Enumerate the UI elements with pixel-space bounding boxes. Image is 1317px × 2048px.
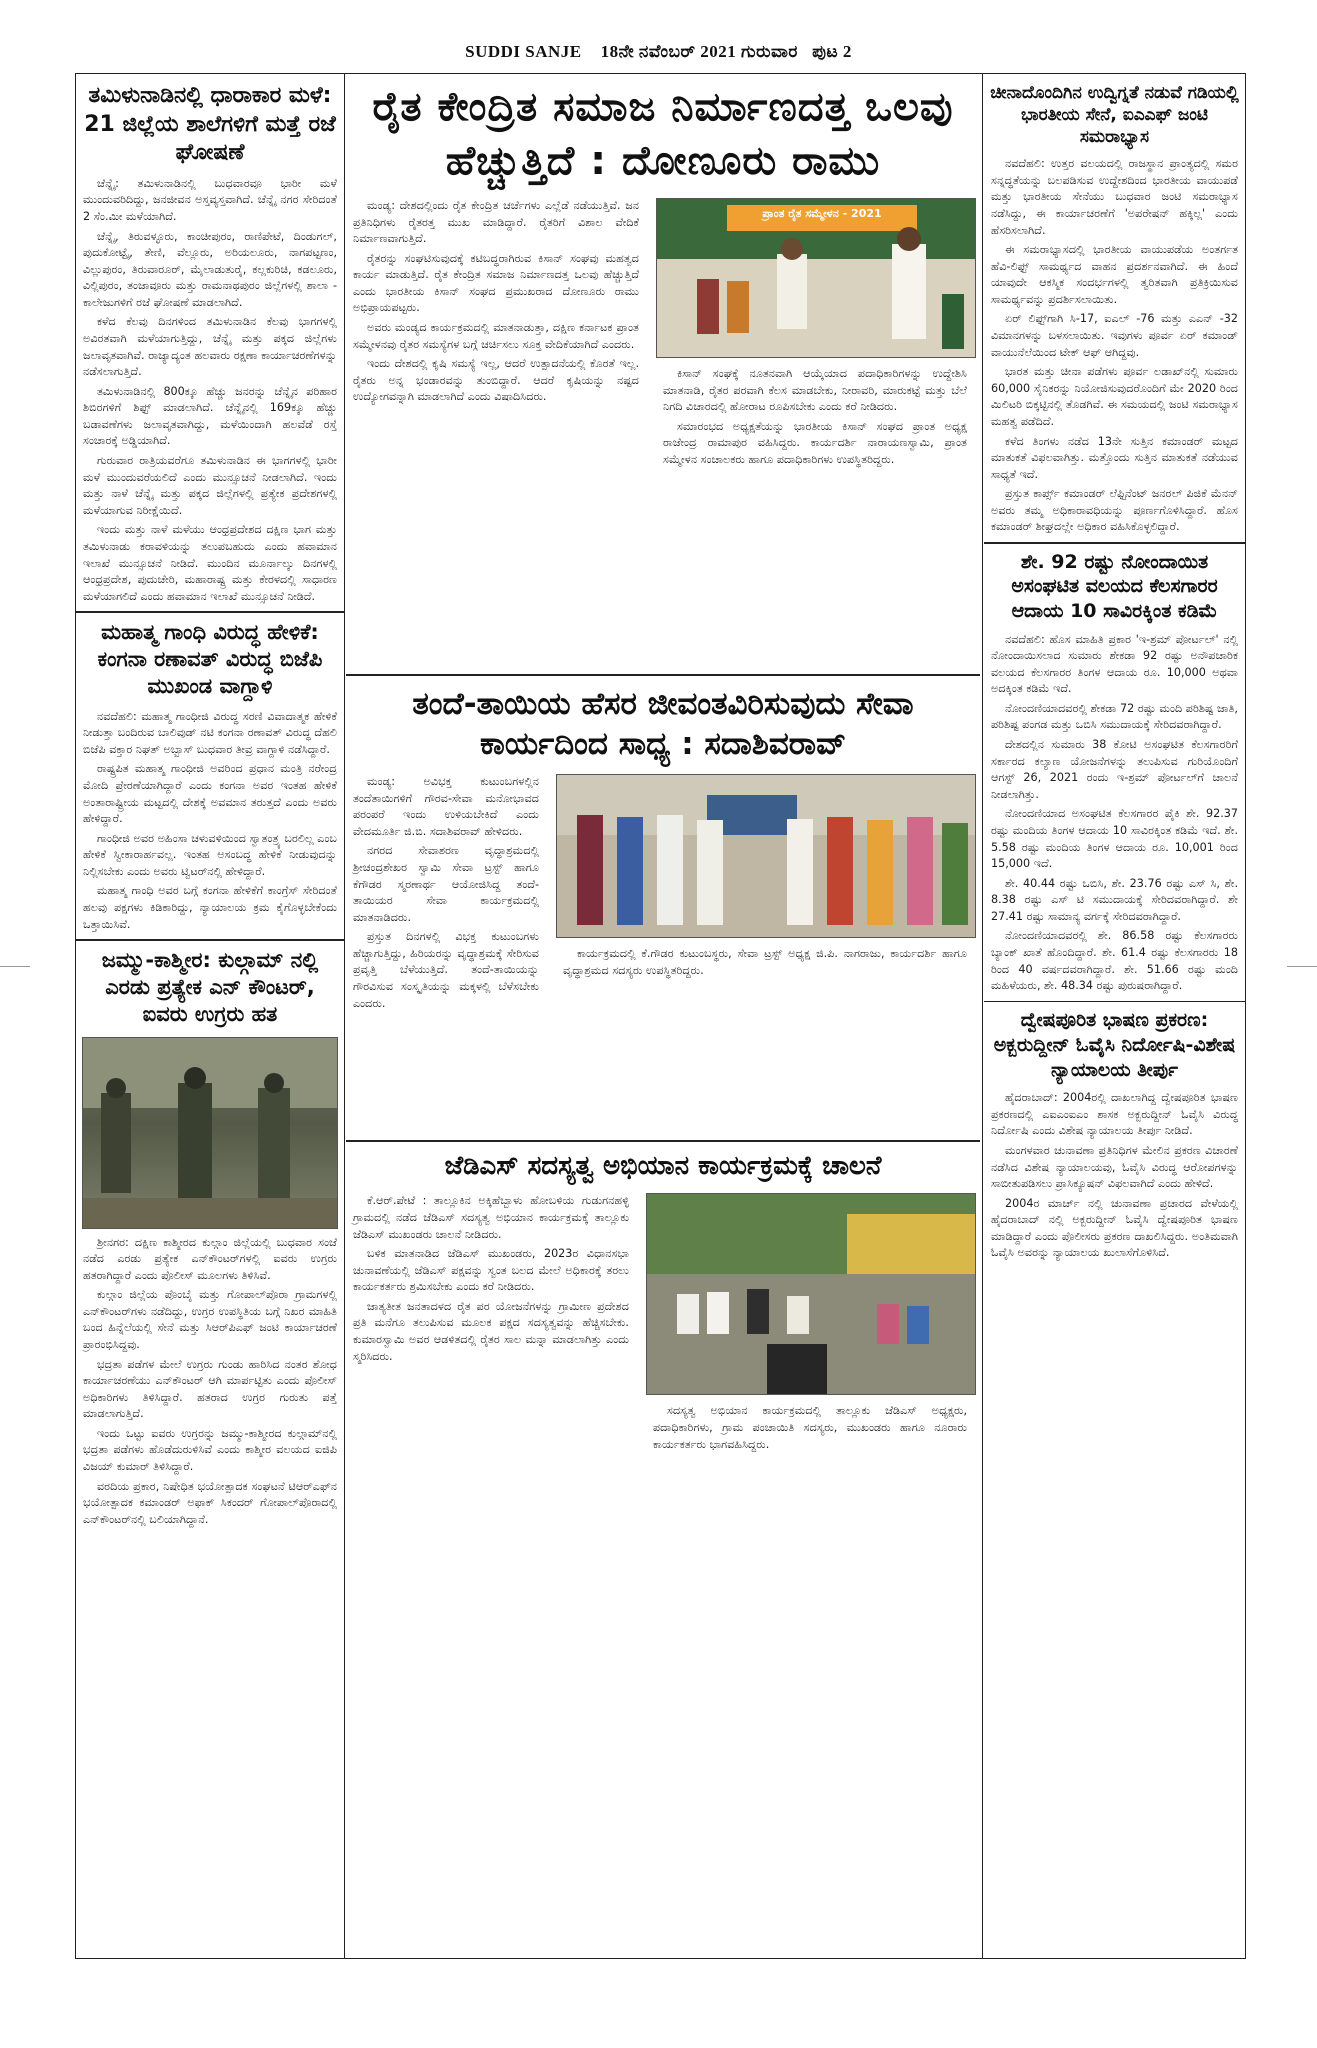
article-body bbox=[353, 774, 539, 1012]
paragraph: ನೋಂದಣಿಯಾದವರಲ್ಲಿ ಶೇಕಡಾ 72 ರಷ್ಟು ಮಂದಿ ಪರಿಶಿಷ್ಟ ಜಾತಿ, ಪರಿಶಿಷ್ಟ ಪಂಗಡ ಮತ್ತು ಒಬಿಸಿ ಸಮುದಾಯಕ್ಕೆ ಸೇರಿದವರಾಗಿದ್ದಾರೆ. bbox=[991, 701, 1238, 732]
fold-mark-left bbox=[0, 966, 30, 967]
paragraph: ಭಾರತ ಮತ್ತು ಚೀನಾ ಪಡೆಗಳು ಪೂರ್ವ ಲಡಾಖ್‌ನಲ್ಲಿ ಸುಮಾರು 60,000 ಸೈನಿಕರನ್ನು ನಿಯೋಜಿಸುವುದರೊಂದಿಗೆ ಮೇ 2020 ರಿಂದ ಮಿಲಿಟರಿ ಬಿಕ್ಕಟ್ಟಿನಲ್ಲಿ ತೊಡಗಿವೆ. ಈ ಸಮಯದಲ್ಲಿ ಜಂಟಿ ಸಮರಾಭ್ಯಾಸ ಮಹತ್ವ ಪಡೆದಿದೆ. bbox=[991, 365, 1238, 428]
headline: ತಮಿಳುನಾಡಿನಲ್ಲಿ ಧಾರಾಕಾರ ಮಳೆ: 21 ಜಿಲ್ಲೆಯ ಶಾಲೆಗಳಿಗೆ ಮತ್ತೆ ರಜೆ ಘೋಷಣೆ bbox=[84, 83, 336, 166]
paragraph: ಕಳೆದ ಕೆಲವು ದಿನಗಳಿಂದ ತಮಿಳುನಾಡಿನ ಕೆಲವು ಭಾಗಗಳಲ್ಲಿ ಅವಿರತವಾಗಿ ಮಳೆಯಾಗುತ್ತಿದ್ದು, ಚೆನ್ನೈ ಮತ್ತು ಪಕ್ಕದ ಜಿಲ್ಲೆಗಳು ಜಲಾವೃತವಾಗಿವೆ. ರಾಜ್ಯಾದ್ಯಂತ ಹಲವಾರು ರಕ್ಷಣಾ ಕಾರ್ಯಾಚರಣೆಗಳನ್ನು ನಡೆಸಲಾಗುತ್ತಿದೆ. bbox=[83, 315, 337, 379]
paragraph: ಮಂಗಳವಾರ ಚುನಾವಣಾ ಪ್ರತಿನಿಧಿಗಳ ಮೇಲಿನ ಪ್ರಕರಣ ವಿಚಾರಣೆ ನಡೆಸಿದ ವಿಶೇಷ ನ್ಯಾಯಾಲಯವು, ಓವೈಸಿ ವಿರುದ್ಧ ಆರೋಪಗಳನ್ನು ಸಾಬೀತುಪಡಿಸಲು ಪ್ರಾಸಿಕ್ಯೂಷನ್ ವಿಫಲವಾಗಿದೆ ಎಂದು ಹೇಳಿದೆ. bbox=[991, 1144, 1238, 1191]
divider bbox=[984, 542, 1245, 544]
article-kulgam bbox=[76, 947, 344, 1529]
paragraph: ಗುರುವಾರ ರಾತ್ರಿಯವರೆಗೂ ತಮಿಳುನಾಡಿನ ಈ ಭಾಗಗಳಲ್ಲಿ ಭಾರೀ ಮಳೆ ಮುಂದುವರೆಯಲಿದೆ ಎಂದು ಮುನ್ಸೂಚನೆ ನೀಡಲಾಗಿದೆ. ಇಂದು ಮತ್ತು ನಾಳೆ ಚೆನ್ನೈ ಮತ್ತು ಪಕ್ಕದ ಜಿಲ್ಲೆಗಳಲ್ಲಿ ಪ್ರತ್ಯೇಕ ಪ್ರದೇಶಗಳಲ್ಲಿ ಮಳೆಯಾಗುವ ನಿರೀಕ್ಷೆಯಿದೆ. bbox=[83, 454, 337, 517]
divider bbox=[346, 674, 980, 676]
paragraph: ತಮಿಳುನಾಡಿನಲ್ಲಿ 800ಕ್ಕೂ ಹೆಚ್ಚು ಜನರನ್ನು ಚೆನ್ನೈನ ಪರಿಹಾರ ಶಿಬಿರಗಳಿಗೆ ಶಿಫ್ಟ್ ಮಾಡಲಾಗಿದೆ. ಚೆನ್ನೈನಲ್ಲಿ 169ಕ್ಕೂ ಹೆಚ್ಚು ಬಡಾವಣೆಗಳು ಜಲಾವೃತವಾಗಿದ್ದು, ಮಳೆಯಿಂದಾಗಿ ಹಲವೆಡೆ ರಸ್ತೆ ಸಂಚಾರಕ್ಕೆ ಅಡ್ಡಿಯಾಗಿದೆ. bbox=[83, 384, 337, 448]
paragraph: ಗಾಂಧೀಜಿ ಅವರ ಅಹಿಂಸಾ ಚಳುವಳಿಯಿಂದ ಸ್ವಾತಂತ್ರ್ಯ ಬರಲಿಲ್ಲ ಎಂಬ ಹೇಳಿಕೆ ಸ್ವೀಕಾರಾರ್ಹವಲ್ಲ. ಇಂತಹ ಅಸಂಬದ್ಧ ಹೇಳಿಕೆ ನೀಡುವುದನ್ನು ನಿಲ್ಲಿಸಬೇಕು ಎಂದು ಅವರು ಟ್ವಿಟರ್‌ನಲ್ಲಿ ಹೇಳಿದ್ದಾರೆ. bbox=[83, 831, 337, 878]
article-body-continued bbox=[663, 366, 967, 468]
paragraph: ಚೆನ್ನೈ, ತಿರುವಳ್ಳೂರು, ಕಾಂಚೀಪುರಂ, ರಾಣಿಪೇಟೆ, ದಿಂಡುಗಲ್, ಪುದುಕೋಟ್ಟೈ, ತೇಣಿ, ವೆಲ್ಲೂರು, ಅರಿಯಲೂರು, ನಾಗಪಟ್ಟಣಂ, ವಿಲ್ಲುಪುರಂ, ತಿರುವಾರೂರ್, ಮೈಲಾಡುತುರೈ, ಕಲ್ಲಕುರಿಚಿ, ಕಡಲೂರು, ವಿಲ್ಲಿಪುರಂ, ತಂಜಾವೂರು ಮತ್ತು ರಾಮನಾಥಪುರಂ ಜಿಲ್ಲೆಗಳಲ್ಲಿ ಶಾಲಾ - ಕಾಲೇಜುಗಳಿಗೆ ರಜೆ ಘೋಷಣೆ ಮಾಡಲಾಗಿದೆ. bbox=[83, 229, 337, 309]
article-body bbox=[991, 156, 1238, 536]
paragraph: ಕುಲ್ಗಾಂ ಜಿಲ್ಲೆಯ ಪೊಂಬೈ ಮತ್ತು ಗೋಪಾಲ್‌ಪೊರಾ ಗ್ರಾಮಗಳಲ್ಲಿ ಎನ್‌ಕೌಂಟರ್‌ಗಳು ನಡೆದಿದ್ದು, ಉಗ್ರರ ಉಪಸ್ಥಿತಿಯ ಬಗ್ಗೆ ನಿಖರ ಮಾಹಿತಿ ಬಂದ ಹಿನ್ನೆಲೆಯಲ್ಲಿ ಸೇನೆ ಮತ್ತು ಸಿಆರ್‌ಪಿಎಫ್ ಜಂಟಿ ಕಾರ್ಯಾಚರಣೆ ಪ್ರಾರಂಭಿಸಿದ್ದವು. bbox=[83, 1288, 337, 1351]
divider bbox=[76, 939, 344, 941]
paragraph: ಕಾರ್ಯಕ್ರಮದಲ್ಲಿ ಕೆ.ಗೌಡರ ಕುಟುಂಬಸ್ಥರು, ಸೇವಾ ಟ್ರಸ್ಟ್ ಅಧ್ಯಕ್ಷ ಜಿ.ಪಿ. ನಾಗರಾಜು, ಕಾರ್ಯದರ್ಶಿ ಹಾಗೂ ವೃದ್ಧಾಶ್ರಮದ ಸದಸ್ಯರು ಉಪಸ್ಥಿತರಿದ್ದರು. bbox=[563, 947, 967, 977]
paragraph: ನಗರದ ಸೇವಾಶರಣ ವೃದ್ಧಾಶ್ರಮದಲ್ಲಿ ಶ್ರೀಚಂದ್ರಶೇಖರ ಸ್ವಾಮಿ ಸೇವಾ ಟ್ರಸ್ಟ್ ಹಾಗೂ ಕೆಗೌಡರ ಸ್ಮರಣಾರ್ಥ ಆಯೋಜಿಸಿದ್ದ ತಂದೆ-ತಾಯಿಯರ ಸೇವಾ ಕಾರ್ಯಕ್ರಮದಲ್ಲಿ ಮಾತನಾಡಿದರು. bbox=[353, 844, 539, 924]
paragraph: ಮಂಡ್ಯ: ದೇಶದಲ್ಲಿಂದು ರೈತ ಕೇಂದ್ರಿತ ಚರ್ಚೆಗಳು ಎಲ್ಲೆಡೆ ನಡೆಯುತ್ತಿವೆ. ಜನ ಪ್ರತಿನಿಧಿಗಳು ರೈತರತ್ತ ಮುಖ ಮಾಡಿದ್ದಾರೆ. ರೈತರಿಗೆ ವಿಶಾಲ ವೇದಿಕೆ ನಿರ್ಮಾಣವಾಗುತ್ತಿದೆ. bbox=[353, 199, 639, 246]
paragraph: ಶ್ರೀನಗರ: ದಕ್ಷಿಣ ಕಾಶ್ಮೀರದ ಕುಲ್ಗಾಂ ಜಿಲ್ಲೆಯಲ್ಲಿ ಬುಧವಾರ ಸಂಜೆ ನಡೆದ ಎರಡು ಪ್ರತ್ಯೇಕ ಎನ್‌ಕೌಂಟರ್‌ಗಳಲ್ಲಿ ಐವರು ಉಗ್ರರು ಹತರಾಗಿದ್ದಾರೆ ಎಂದು ಪೊಲೀಸ್ ಮೂಲಗಳು ತಿಳಿಸಿವೆ. bbox=[83, 1235, 337, 1282]
paragraph: ಕೆ.ಆರ್.ಪೇಟೆ : ತಾಲ್ಲೂಕಿನ ಅಕ್ಕಿಹೆಬ್ಬಾಳು ಹೋಬಳಿಯ ಗುಡುಗನಹಳ್ಳಿ ಗ್ರಾಮದಲ್ಲಿ ನಡೆದ ಜೆಡಿಎಸ್ ಸದಸ್ಯತ್ವ ಅಭಿಯಾನ ಕಾರ್ಯಕ್ರಮಕ್ಕೆ ತಾಲ್ಲೂಕು ಜೆಡಿಎಸ್ ಮುಖಂಡರು ಚಾಲನೆ ನೀಡಿದರು. bbox=[353, 1194, 629, 1241]
paragraph: ನೋಂದಣಿಯಾದವರಲ್ಲಿ ಶೇ. 86.58 ರಷ್ಟು ಕೆಲಸಗಾರರು ಬ್ಯಾಂಕ್ ಖಾತೆ ಹೊಂದಿದ್ದಾರೆ. ಶೇ. 61.4 ರಷ್ಟು ಕೆಲಸಗಾರರು 18 ರಿಂದ 40 ವರ್ಷದವರಾಗಿದ್ದಾರೆ. ಶೇ. 51.66 ರಷ್ಟು ಮಂದಿ ಮಹಿಳೆಯರು, ಶೇ. 48.34 ರಷ್ಟು ಪುರುಷರಾಗಿದ್ದಾರೆ. bbox=[991, 929, 1238, 993]
page-frame bbox=[75, 73, 1246, 1959]
article-body bbox=[83, 1235, 337, 1529]
ceremony-group-photo bbox=[556, 774, 976, 938]
article-eshram-workers bbox=[984, 550, 1245, 995]
paragraph: ಇಂದು ಮತ್ತು ನಾಳೆ ಮಳೆಯು ಆಂಧ್ರಪ್ರದೇಶದ ದಕ್ಷಿಣ ಭಾಗ ಮತ್ತು ತಮಿಳುನಾಡು ಕರಾವಳಿಯನ್ನು ತಲುಪಬಹುದು ಎಂದು ಹವಾಮಾನ ಇಲಾಖೆ ಮುನ್ಸೂಚನೆ ನೀಡಿದೆ. ಮುಂದಿನ ಮೂರ್ನಾಲ್ಕು ದಿನಗಳಲ್ಲಿ ಆಂಧ್ರಪ್ರದೇಶ, ಪುದುಚೇರಿ, ಮಹಾರಾಷ್ಟ್ರ ಮತ್ತು ಕೇರಳದಲ್ಲಿ ಸಾಧಾರಣ ಮಳೆಯಾಗಲಿದೆ ಎಂದು ಹವಾಮಾನ ಇಲಾಖೆ ಮುನ್ಸೂಚನೆ ನೀಡಿದೆ. bbox=[83, 523, 337, 603]
divider bbox=[76, 611, 344, 613]
issue-date: 18ನೇ ನವೆಂಬರ್ 2021 ಗುರುವಾರ bbox=[600, 42, 798, 61]
right-column bbox=[984, 74, 1245, 1958]
left-column bbox=[76, 74, 344, 1958]
paragraph: ಪ್ರಸ್ತುತ ಕಾರ್ಪ್ಸ್ ಕಮಾಂಡರ್ ಲೆಫ್ಟಿನೆಂಟ್ ಜನರಲ್ ಪಿಜಿಕೆ ಮೆನನ್ ಅವರು ತಮ್ಮ ಅಧಿಕಾರಾವಧಿಯನ್ನು ಪೂರ್ಣಗೊಳಿಸಿದ್ದಾರೆ. ಹೊಸ ಕಮಾಂಡರ್ ಶೀಘ್ರದಲ್ಲೇ ಅಧಿಕಾರ ವಹಿಸಿಕೊಳ್ಳಲಿದ್ದಾರೆ. bbox=[991, 487, 1238, 534]
paragraph: ಏರ್ ಲಿಫ್ಟ್‌ಗಾಗಿ ಸಿ-17, ಐಎಲ್ -76 ಮತ್ತು ಎಎನ್ -32 ವಿಮಾನಗಳನ್ನು ಬಳಸಲಾಯಿತು. ಇವುಗಳು ಪೂರ್ವ ಏರ್ ಕಮಾಂಡ್ ವಾಯುನೆಲೆಯಿಂದ ಟೇಕ್ ಆಫ್ ಆಗಿದ್ದವು. bbox=[991, 312, 1238, 359]
article-body bbox=[83, 709, 337, 934]
headline: ಜಮ್ಮು-ಕಾಶ್ಮೀರ: ಕುಲ್ಗಾಮ್ ನಲ್ಲಿ ಎರಡು ಪ್ರತ್ಯೇಕ ಎನ್ ಕೌಂಟರ್, ಐವರು ಉಗ್ರರು ಹತ bbox=[101, 947, 319, 1027]
paragraph: ಮಹಾತ್ಮ ಗಾಂಧಿ ಅವರ ಬಗ್ಗೆ ಕಂಗನಾ ಹೇಳಿಕೆಗೆ ಕಾಂಗ್ರೆಸ್ ಸೇರಿದಂತೆ ಹಲವು ಪಕ್ಷಗಳು ಕಿಡಿಕಾರಿದ್ದು, ನ್ಯಾಯಾಲಯ ಕ್ರಮ ಕೈಗೊಳ್ಳಬೇಕೆಂದು ಒತ್ತಾಯಿಸಿವೆ. bbox=[83, 884, 337, 931]
headline: ಶೇ. 92 ರಷ್ಟು ನೋಂದಾಯಿತ ಅಸಂಘಟಿತ ವಲಯದ ಕೆಲಸಗಾರರ ಆದಾಯ 10 ಸಾವಿರಕ್ಕಿಂತ ಕಡಿಮೆ bbox=[1011, 550, 1218, 622]
paragraph: ಅವರು ಮಂಡ್ಯದ ಕಾರ್ಯಕ್ರಮದಲ್ಲಿ ಮಾತನಾಡುತ್ತಾ, ದಕ್ಷಿಣ ಕರ್ನಾಟಕ ಪ್ರಾಂತ ಸಮ್ಮೇಳನವು ರೈತರ ಸಮಸ್ಯೆಗಳ ಬಗ್ಗೆ ಚರ್ಚಿಸಲು ಸೂಕ್ತ ವೇದಿಕೆಯಾಗಿದೆ ಎಂದರು. bbox=[353, 321, 639, 351]
paragraph: ಸಮಾರಂಭದ ಅಧ್ಯಕ್ಷತೆಯನ್ನು ಭಾರತೀಯ ಕಿಸಾನ್ ಸಂಘದ ಪ್ರಾಂತ ಅಧ್ಯಕ್ಷ ರಾಜೇಂದ್ರ ರಾಮಾಪುರ ವಹಿಸಿದ್ದರು. ಕಾರ್ಯದರ್ಶಿ ನಾರಾಯಣಸ್ವಾಮಿ, ಪ್ರಾಂತ ಸಮ್ಮೇಳನ ಸಂಚಾಲಕರು ಹಾಗೂ ಪದಾಧಿಕಾರಿಗಳು ಉಪಸ್ಥಿತರಿದ್ದರು. bbox=[663, 419, 967, 466]
paragraph: ಹೈದರಾಬಾದ್: 2004ರಲ್ಲಿ ದಾಖಲಾಗಿದ್ದ ದ್ವೇಷಪೂರಿತ ಭಾಷಣ ಪ್ರಕರಣದಲ್ಲಿ ಎಐಎಂಐಎಂ ಶಾಸಕ ಅಕ್ಬರುದ್ದೀನ್ ಓವೈಸಿ ವಿರುದ್ಧ ನಿರ್ದೋಷಿ ಎಂದು ವಿಶೇಷ ನ್ಯಾಯಾಲಯ ತೀರ್ಪು ನೀಡಿದೆ. bbox=[991, 1091, 1238, 1138]
paragraph: ಶೇ. 40.44 ರಷ್ಟು ಒಬಿಸಿ, ಶೇ. 23.76 ರಷ್ಟು ಎಸ್ ಸಿ, ಶೇ. 8.38 ರಷ್ಟು ಎಸ್ ಟಿ ಸಮುದಾಯಕ್ಕೆ ಸೇರಿದವರಾಗಿದ್ದಾರೆ. ಶೇ 27.41 ರಷ್ಟು ಸಾಮಾನ್ಯ ವರ್ಗಕ್ಕೆ ಸೇರಿದವರಾಗಿದ್ದಾರೆ. bbox=[991, 876, 1238, 923]
paragraph: ನೋಂದಣಿಯಾದ ಅಸಂಘಟಿತ ಕೆಲಸಗಾರರ ಪೈಕಿ ಶೇ. 92.37 ರಷ್ಟು ಮಂದಿಯ ತಿಂಗಳ ಆದಾಯ 10 ಸಾವಿರಕ್ಕಿಂತ ಕಡಿಮೆ ಇದೆ. ಶೇ. 5.58 ರಷ್ಟು ಮಂದಿಯ ತಿಂಗಳ ಆದಾಯ ರೂ. 10,001 ರಿಂದ 15,000 ಇದೆ. bbox=[991, 807, 1238, 871]
paragraph: ಕಿಸಾನ್ ಸಂಘಕ್ಕೆ ನೂತನವಾಗಿ ಆಯ್ಕೆಯಾದ ಪದಾಧಿಕಾರಿಗಳನ್ನು ಉದ್ದೇಶಿಸಿ ಮಾತನಾಡಿ, ರೈತರ ಪರವಾಗಿ ಕೆಲಸ ಮಾಡಬೇಕು, ನೀರಾವರಿ, ಮಾರುಕಟ್ಟೆ ಮತ್ತು ಬೆಲೆ ನಿಗದಿ ವಿಚಾರದಲ್ಲಿ ಹೋರಾಟ ರೂಪಿಸಬೇಕು ಎಂದು ಕರೆ ನೀಡಿದರು. bbox=[663, 367, 967, 414]
paragraph: ಇಂದು ದೇಶದಲ್ಲಿ ಕೃಷಿ ಸಮಸ್ಯೆ ಇಲ್ಲ, ಆದರೆ ಉತ್ಪಾದನೆಯಲ್ಲಿ ಕೊರತೆ ಇಲ್ಲ. ರೈತರು ಅನ್ನ ಭಂಡಾರವನ್ನು ತುಂಬಿದ್ದಾರೆ. ಆದರೆ ಕೃಷಿಯನ್ನು ನಷ್ಟದ ಉದ್ಯೋಗವನ್ನಾಗಿ ಮಾಡಲಾಗಿದೆ ಎಂದು ವಿಷಾದಿಸಿದರು. bbox=[353, 357, 639, 404]
paragraph: ವರದಿಯ ಪ್ರಕಾರ, ನಿಷೇಧಿತ ಭಯೋತ್ಪಾದಕ ಸಂಘಟನೆ ಟಿಆರ್‌ಎಫ್‌ನ ಭಯೋತ್ಪಾದಕ ಕಮಾಂಡರ್ ಅಫಾಕ್ ಸಿಕಂದರ್ ಗೋಪಾಲ್‌ಪೊರಾದಲ್ಲಿ ಎನ್‌ಕೌಂಟರ್‌ನಲ್ಲಿ ಬಲಿಯಾಗಿದ್ದಾನೆ. bbox=[83, 1479, 337, 1526]
paragraph: ಕಳೆದ ತಿಂಗಳು ನಡೆದ 13ನೇ ಸುತ್ತಿನ ಕಮಾಂಡರ್ ಮಟ್ಟದ ಮಾತುಕತೆ ವಿಫಲವಾಗಿತ್ತು. ಮತ್ತೊಂದು ಸುತ್ತಿನ ಮಾತುಕತೆ ನಡೆಯುವ ಸಾಧ್ಯತೆ ಇದೆ. bbox=[991, 434, 1238, 481]
headline: ರೈತ ಕೇಂದ್ರಿತ ಸಮಾಜ ನಿರ್ಮಾಣದತ್ತ ಒಲವು ಹೆಚ್ಚುತ್ತಿದೆ : ದೋಣೂರು ರಾಮು bbox=[372, 84, 954, 184]
masthead bbox=[0, 42, 1317, 62]
article-body-continued bbox=[563, 946, 967, 979]
center-column bbox=[346, 74, 980, 1958]
article-owaisi-verdict bbox=[984, 1008, 1245, 1262]
paragraph: ಪ್ರಸ್ತುತ ದಿನಗಳಲ್ಲಿ ವಿಭಕ್ತ ಕುಟುಂಬಗಳು ಹೆಚ್ಚಾಗುತ್ತಿದ್ದು, ಹಿರಿಯರನ್ನು ವೃದ್ಧಾಶ್ರಮಕ್ಕೆ ಸೇರಿಸುವ ಪ್ರವೃತ್ತಿ ಬೆಳೆಯುತ್ತಿದೆ. ತಂದೆ-ತಾಯಿಯನ್ನು ಗೌರವಿಸುವ ಸಂಸ್ಕೃತಿಯನ್ನು ಮಕ್ಕಳಲ್ಲಿ ಬೆಳೆಸಬೇಕು ಎಂದರು. bbox=[353, 930, 539, 1010]
article-body bbox=[353, 1193, 629, 1365]
article-kangana bbox=[76, 619, 344, 933]
divider bbox=[984, 1001, 1245, 1003]
soldiers-photo bbox=[82, 1037, 338, 1229]
village-meeting-photo bbox=[646, 1193, 976, 1395]
paragraph: ಚೆನ್ನೈ: ತಮಿಳುನಾಡಿನಲ್ಲಿ ಬುಧವಾರವೂ ಭಾರೀ ಮಳೆ ಮುಂದುವರಿದಿದ್ದು, ಜನಜೀವನ ಅಸ್ತವ್ಯಸ್ತವಾಗಿದೆ. ಚೆನ್ನೈ ನಗರ ಸೇರಿದಂತೆ 2 ಸೆಂ.ಮೀ ಮಳೆಯಾಗಿದೆ. bbox=[83, 176, 337, 223]
column-rule bbox=[982, 74, 983, 1958]
paragraph: 2004ರ ಮಾರ್ಚ್ ನಲ್ಲಿ ಚುನಾವಣಾ ಪ್ರಚಾರದ ವೇಳೆಯಲ್ಲಿ ಹೈದರಾಬಾದ್ ನಲ್ಲಿ ಅಕ್ಬರುದ್ದೀನ್ ಓವೈಸಿ ದ್ವೇಷಪೂರಿತ ಭಾಷಣ ಮಾಡಿದ್ದಾರೆ ಎಂದು ಪೊಲೀಸರು ಪ್ರಕರಣ ದಾಖಲಿಸಿದ್ದರು. ಅಂತಿಮವಾಗಿ ಓವೈಸಿ ಅವರನ್ನು ನ್ಯಾಯಾಲಯ ಖುಲಾಸೆಗೊಳಿಸಿದೆ. bbox=[991, 1196, 1238, 1260]
headline: ಚೀನಾದೊಂದಿಗಿನ ಉದ್ವಿಗ್ನತೆ ನಡುವೆ ಗಡಿಯಲ್ಲಿ ಭಾರತೀಯ ಸೇನೆ, ಐಎಎಫ್ ಜಂಟಿ ಸಮರಾಭ್ಯಾಸ bbox=[990, 83, 1239, 148]
paragraph: ಮಂಡ್ಯ: ಅವಿಭಕ್ತ ಕುಟುಂಬಗಳಲ್ಲಿನ ತಂದೆತಾಯಿಗಳಿಗೆ ಗೌರವ-ಸೇವಾ ಮನೋಭಾವದ ಪರಂಪರೆ ಇಂದು ಉಳಿಯಬೇಕಿದೆ ಎಂದು ವೇದಮೂರ್ತಿ ಜಿ.ಬಿ. ಸದಾಶಿವರಾವ್ ಹೇಳಿದರು. bbox=[353, 775, 539, 838]
paragraph: ಬಳಿಕ ಮಾತನಾಡಿದ ಜೆಡಿಎಸ್ ಮುಖಂಡರು, 2023ರ ವಿಧಾನಸಭಾ ಚುನಾವಣೆಯಲ್ಲಿ ಜೆಡಿಎಸ್ ಪಕ್ಷವನ್ನು ಸ್ವಂತ ಬಲದ ಮೇಲೆ ಅಧಿಕಾರಕ್ಕೆ ತರಲು ಕಾರ್ಯಕರ್ತರು ಶ್ರಮಿಸಬೇಕು ಎಂದು ಕರೆ ನೀಡಿದರು. bbox=[353, 1247, 629, 1294]
paragraph: ಸದಸ್ಯತ್ವ ಅಭಿಯಾನ ಕಾರ್ಯಕ್ರಮದಲ್ಲಿ ತಾಲ್ಲೂಕು ಜೆಡಿಎಸ್ ಅಧ್ಯಕ್ಷರು, ಪದಾಧಿಕಾರಿಗಳು, ಗ್ರಾಮ ಪಂಚಾಯಿತಿ ಸದಸ್ಯರು, ಮುಖಂಡರು ಹಾಗೂ ನೂರಾರು ಕಾರ್ಯಕರ್ತರು ಭಾಗವಹಿಸಿದ್ದರು. bbox=[653, 1404, 967, 1451]
page-number: ಪುಟ 2 bbox=[812, 42, 852, 61]
paper-name: SUDDI SANJE bbox=[465, 42, 582, 61]
column-rule bbox=[344, 74, 345, 1958]
paragraph: ರೈತರನ್ನು ಸಂಘಟಿಸುವುದಕ್ಕೆ ಕಟಿಬದ್ಧರಾಗಿರುವ ಕಿಸಾನ್ ಸಂಘವು ಮಹತ್ವದ ಕಾರ್ಯ ಮಾಡುತ್ತಿದೆ. ರೈತ ಕೇಂದ್ರಿತ ಸಮಾಜ ನಿರ್ಮಾಣದತ್ತ ಒಲವು ಹೆಚ್ಚುತ್ತಿದೆ ಎಂದು ಭಾರತೀಯ ಕಿಸಾನ್ ಸಂಘದ ಪ್ರಮುಖರಾದ ದೋಣೂರು ರಾಮು ಅಭಿಪ್ರಾಯಪಟ್ಟರು. bbox=[353, 251, 639, 315]
article-raitha-samaja bbox=[346, 80, 980, 668]
paragraph: ಈ ಸಮರಾಭ್ಯಾಸದಲ್ಲಿ ಭಾರತೀಯ ವಾಯುಪಡೆಯ ಅಂತರ್ಗತ ಹೆವಿ-ಲಿಫ್ಟ್ ಸಾಮರ್ಥ್ಯದ ವಾಹನ ಪ್ರದರ್ಶನವಾಗಿದೆ. ಈ ಹಿಂದೆ ಯಾವುದೇ ಆಕಸ್ಮಿಕ ಸಂದರ್ಭಗಳಲ್ಲಿ ತ್ವರಿತವಾಗಿ ಪ್ರತಿಕ್ರಿಯಿಸುವ ಸಾಮರ್ಥ್ಯವನ್ನು ಪ್ರದರ್ಶಿಸಲಾಯಿತು. bbox=[991, 243, 1238, 306]
paragraph: ನವದೆಹಲಿ: ಮಹಾತ್ಮ ಗಾಂಧೀಜಿ ವಿರುದ್ಧ ಸರಣಿ ವಿವಾದಾತ್ಮಕ ಹೇಳಿಕೆ ನೀಡುತ್ತಾ ಬಂದಿರುವ ಬಾಲಿವುಡ್ ನಟಿ ಕಂಗನಾ ರಣಾವತ್ ವಿರುದ್ಧ ದೆಹಲಿ ಬಿಜೆಪಿ ವಕ್ತಾರ ನಿಘತ್ ಅಬ್ಬಾಸ್ ಬುಧವಾರ ತೀವ್ರ ವಾಗ್ದಾಳಿ ನಡೆಸಿದ್ದಾರೆ. bbox=[83, 709, 337, 756]
farmers-convention-photo bbox=[656, 198, 976, 358]
headline: ತಂದೆ-ತಾಯಿಯ ಹೆಸರ ಜೀವಂತವಿರಿಸುವುದು ಸೇವಾ ಕಾರ್ಯದಿಂದ ಸಾಧ್ಯ : ಸದಾಶಿವರಾವ್ bbox=[412, 685, 914, 762]
divider bbox=[346, 1140, 980, 1142]
article-body bbox=[353, 198, 639, 406]
paragraph: ಭದ್ರತಾ ಪಡೆಗಳ ಮೇಲೆ ಉಗ್ರರು ಗುಂಡು ಹಾರಿಸಿದ ನಂತರ ಶೋಧ ಕಾರ್ಯಾಚರಣೆಯು ಎನ್‌ಕೌಂಟರ್ ಆಗಿ ಮಾರ್ಪಟ್ಟಿತು ಎಂದು ಪೊಲೀಸ್ ಅಧಿಕಾರಿಗಳು ತಿಳಿಸಿದ್ದಾರೆ. ಹತರಾದ ಉಗ್ರರ ಗುರುತು ಪತ್ತೆ ಮಾಡಲಾಗುತ್ತಿದೆ. bbox=[83, 1357, 337, 1421]
paragraph: ನವದೆಹಲಿ: ಹೊಸ ಮಾಹಿತಿ ಪ್ರಕಾರ 'ಇ-ಶ್ರಮ್ ಪೋರ್ಟಲ್' ನಲ್ಲಿ ನೋಂದಾಯಿಸಲಾದ ಸುಮಾರು ಶೇಕಡಾ 92 ರಷ್ಟು ಅನೌಪಚಾರಿಕ ವಲಯದ ಕೆಲಸಗಾರರ ತಿಂಗಳ ಆದಾಯ ರೂ. 10,000 ಅಥವಾ ಅದಕ್ಕಿಂತ ಕಡಿಮೆ ಇದೆ. bbox=[991, 632, 1238, 696]
paragraph: ನವದೆಹಲಿ: ಉತ್ತರ ವಲಯದಲ್ಲಿ ರಾಜಸ್ಥಾನ ಪ್ರಾಂತ್ಯದಲ್ಲಿ ಸಮರ ಸನ್ನದ್ಧತೆಯನ್ನು ಬಲಪಡಿಸುವ ಉದ್ದೇಶದಿಂದ ಭಾರತೀಯ ವಾಯುಪಡೆ ಮತ್ತು ಭಾರತೀಯ ಸೇನೆಯು ಬುಧವಾರ ಜಂಟಿ ಸಮರಾಭ್ಯಾಸ ನಡೆಸಿದ್ದು, ಈ ಕಾರ್ಯಾಚರಣೆಗೆ 'ಅಪರೇಷನ್ ಹಕ್ಕಿಲ್ಲ' ಎಂದು ಹೆಸರಿಸಲಾಗಿದೆ. bbox=[991, 157, 1238, 237]
headline: ಜೆಡಿಎಸ್ ಸದಸ್ಯತ್ವ ಅಭಿಯಾನ ಕಾರ್ಯಕ್ರಮಕ್ಕೆ ಚಾಲನೆ bbox=[444, 1150, 882, 1181]
paragraph: ಜಾತ್ಯತೀತ ಜನತಾದಳದ ರೈತ ಪರ ಯೋಜನೆಗಳನ್ನು ಗ್ರಾಮೀಣ ಪ್ರದೇಶದ ಪ್ರತಿ ಮನೆಗೂ ತಲುಪಿಸುವ ಮೂಲಕ ಪಕ್ಷದ ಸದಸ್ಯತ್ವವನ್ನು ಹೆಚ್ಚಿಸಬೇಕು. ಕುಮಾರಸ್ವಾಮಿ ಅವರ ಆಡಳಿತದಲ್ಲಿ ರೈತರ ಸಾಲ ಮನ್ನಾ ಮಾಡಲಾಗಿತ್ತು ಎಂದು ಸ್ಮರಿಸಿದರು. bbox=[353, 1299, 629, 1363]
paragraph: ದೇಶದಲ್ಲಿನ ಸುಮಾರು 38 ಕೋಟಿ ಅಸಂಘಟಿತ ಕೆಲಸಗಾರರಿಗೆ ಸರ್ಕಾರದ ಕಲ್ಯಾಣ ಯೋಜನೆಗಳನ್ನು ತಲುಪಿಸುವ ಗುರಿಯೊಂದಿಗೆ ಆಗಸ್ಟ್ 26, 2021 ರಂದು ಇ-ಶ್ರಮ್ ಪೋರ್ಟಲ್‌ಗೆ ಚಾಲನೆ ನೀಡಲಾಗಿತ್ತು. bbox=[991, 738, 1238, 801]
article-body-continued bbox=[653, 1403, 967, 1453]
article-body bbox=[991, 1090, 1238, 1262]
headline: ಮಹಾತ್ಮ ಗಾಂಧಿ ವಿರುದ್ಧ ಹೇಳಿಕೆ: ಕಂಗನಾ ರಣಾವತ್ ವಿರುದ್ಧ ಬಿಜೆಪಿ ಮುಖಂಡ ವಾಗ್ದಾಳಿ bbox=[97, 619, 323, 699]
article-jds-membership bbox=[346, 1150, 980, 1754]
fold-mark-right bbox=[1287, 966, 1317, 967]
article-body bbox=[991, 632, 1238, 995]
headline: ದ್ವೇಷಪೂರಿತ ಭಾಷಣ ಪ್ರಕರಣ: ಅಕ್ಬರುದ್ದೀನ್ ಓವೈಸಿ ನಿರ್ದೋಷಿ-ವಿಶೇಷ ನ್ಯಾಯಾಲಯ ತೀರ್ಪು bbox=[993, 1009, 1236, 1081]
paragraph: ರಾಷ್ಟ್ರಪಿತ ಮಹಾತ್ಮ ಗಾಂಧೀಜಿ ಅವರಿಂದ ಪ್ರಧಾನ ಮಂತ್ರಿ ನರೇಂದ್ರ ಮೋದಿ ಪ್ರೇರಣೆಯಾಗಿದ್ದಾರೆ ಎಂದು ಕಂಗನಾ ಅವರ ಇಂತಹ ಹೇಳಿಕೆ ಅಂತಾರಾಷ್ಟ್ರೀಯ ಮಟ್ಟದಲ್ಲಿ ದೇಶಕ್ಕೆ ಅವಮಾನ ತರುತ್ತದೆ ಎಂದು ಅವರು ಹೇಳಿದ್ದಾರೆ. bbox=[83, 762, 337, 826]
article-sadashivarao bbox=[346, 684, 980, 1135]
article-body bbox=[83, 176, 337, 605]
article-india-china-exercise bbox=[984, 82, 1245, 536]
article-tamilnadu-rain bbox=[76, 82, 344, 605]
paragraph: ಇಂದು ಒಟ್ಟು ಐವರು ಉಗ್ರರನ್ನು ಜಮ್ಮು-ಕಾಶ್ಮೀರದ ಕುಲ್ಗಾಮ್‌ನಲ್ಲಿ ಭದ್ರತಾ ಪಡೆಗಳು ಹೊಡೆದುರುಳಿಸಿವೆ ಎಂದು ಕಾಶ್ಮೀರ ವಲಯದ ಐಜಿಪಿ ವಿಜಯ್ ಕುಮಾರ್ ತಿಳಿಸಿದ್ದಾರೆ. bbox=[83, 1426, 337, 1474]
banner-text: ಪ್ರಾಂತ ರೈತ ಸಮ್ಮೇಳನ - 2021 bbox=[762, 207, 882, 220]
